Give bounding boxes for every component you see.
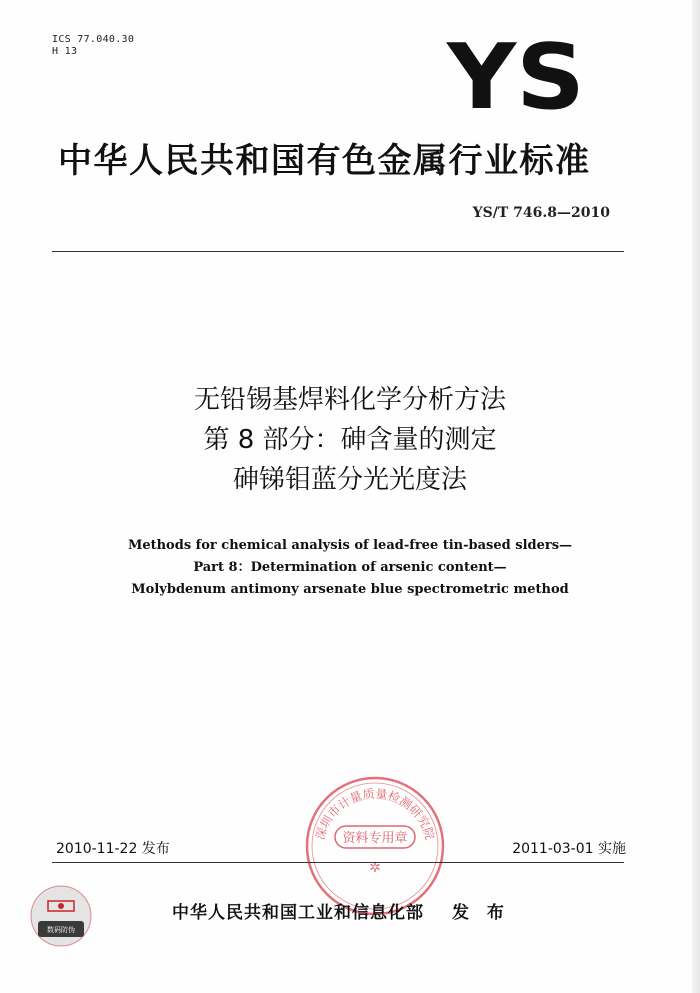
english-title-block [0, 535, 700, 601]
english-title-line-1: Methods for chemical analysis of lead-free tin-based slders— [127, 538, 573, 553]
issuer-action: 发 布 [452, 903, 510, 923]
standard-category-title: 中华人民共和国有色金属行业标准 [58, 141, 591, 181]
chinese-title-line-1: 无铅锡基焊料化学分析方法 [193, 385, 506, 415]
chinese-title-block [0, 380, 700, 500]
chinese-title-line-3: 砷锑钼蓝分光光度法 [232, 465, 467, 495]
issue-date: 2010-11-22 发布 [56, 841, 170, 857]
chinese-title-line-2: 第 8 部分：砷含量的测定 [203, 425, 497, 455]
anti-counterfeit-label [30, 885, 92, 947]
ys-logo [446, 38, 586, 114]
issuer-name: 中华人民共和国工业和信息化部 [172, 903, 424, 923]
standard-number: YS/T 746.8—2010 [472, 205, 610, 221]
seal-center-text: 资料专用章 [342, 831, 408, 846]
ccs-code: H 13 [52, 46, 78, 57]
seal-star-icon: ✲ [369, 860, 381, 876]
issuing-authority [172, 898, 510, 923]
footer-divider [52, 862, 624, 863]
ys-logo-text: YS [446, 38, 585, 114]
seal-ring-text: 深圳市计量质量检测研究院 [312, 786, 438, 842]
english-title-line-3: Molybdenum antimony arsenate blue spectrometric method [131, 582, 569, 597]
anti-fake-text: 数码防伪 [47, 926, 75, 934]
header-divider [52, 251, 624, 252]
ics-code: ICS 77.040.30 [52, 34, 135, 45]
implementation-date: 2011-03-01 实施 [512, 841, 626, 857]
english-title-line-2: Part 8：Determination of arsenic content— [193, 560, 507, 575]
classification-codes [52, 34, 134, 58]
